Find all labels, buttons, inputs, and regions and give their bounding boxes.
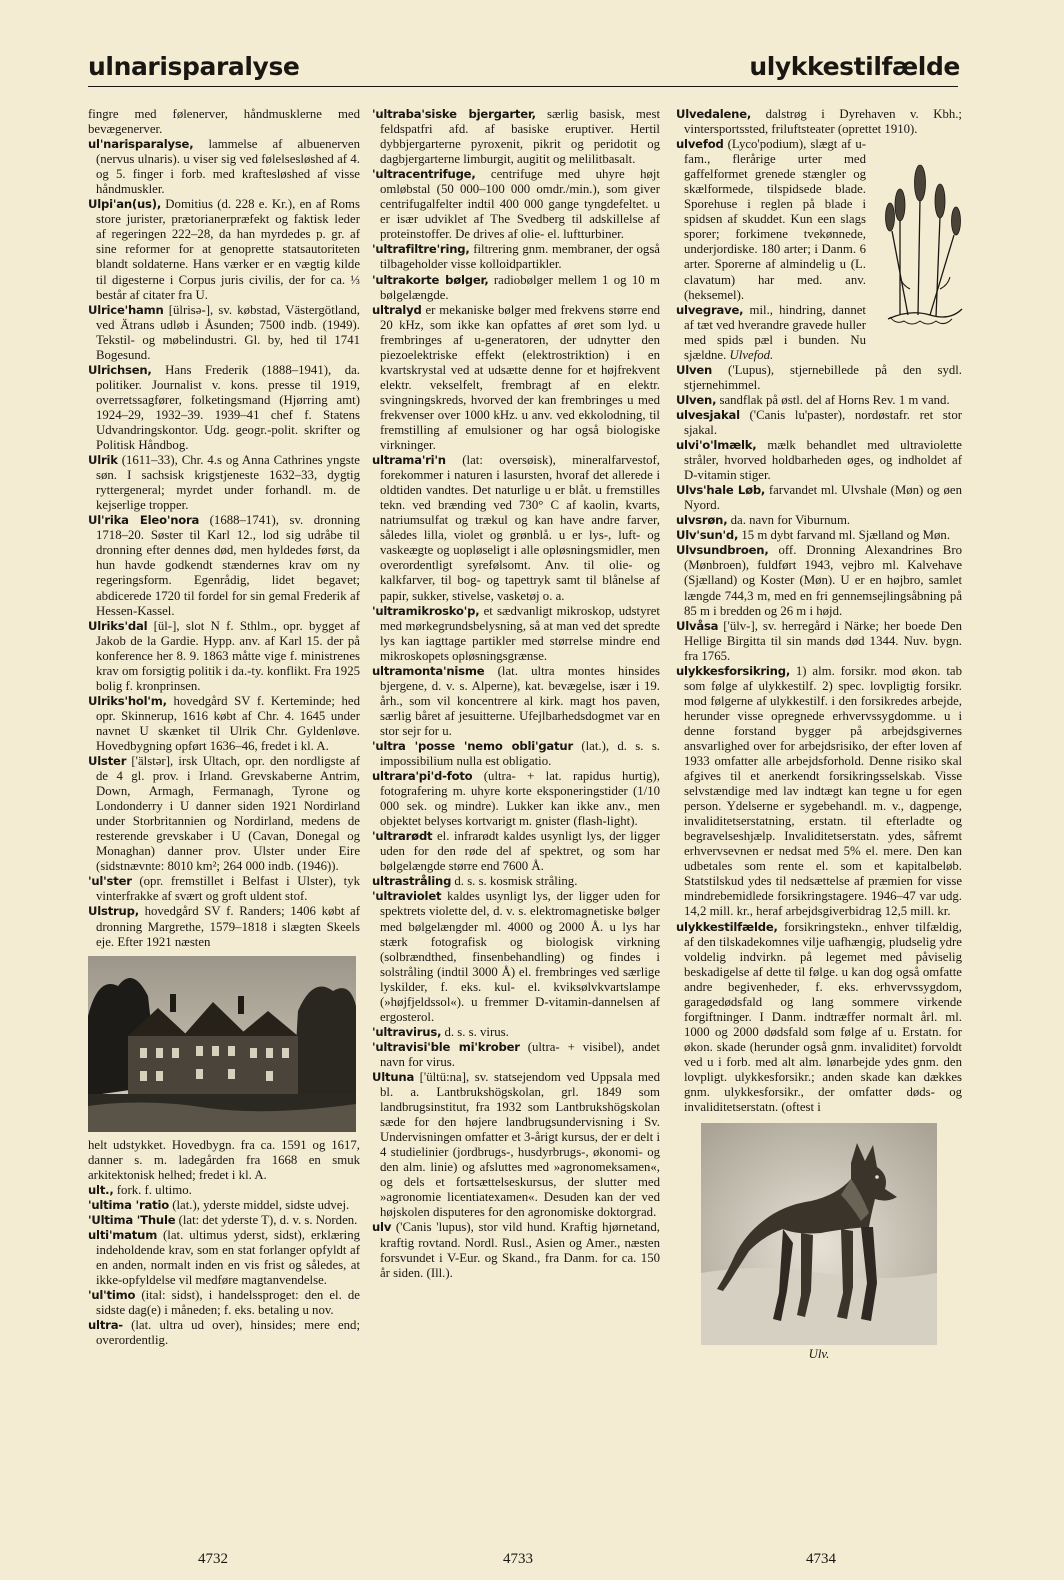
page-number-3: 4734 (806, 1551, 836, 1567)
column-1 (88, 107, 360, 1348)
entry-ultramarin (372, 453, 660, 603)
headword: ulti'matum (88, 1227, 158, 1242)
headword: ultrara'pi'd-foto (372, 769, 473, 784)
ulvefod-caption: Ulvefod. (729, 347, 774, 362)
wolf-photo (701, 1123, 937, 1345)
entry-ultraroedt (372, 829, 660, 874)
headword: Ulstrup, (88, 904, 139, 919)
definition: 1) alm. forsikr. mod økon. tab som følge af ulykkestilf. 2) spec. lovpligtig forsikr. mod følgerne af ulykkestilf. i den forsikredes arbejde, herunder visse opregnede erhvervssygdomme. u i denne forstand bygger på arbejdsgivernes ansvarlighed over for arbejdsrisiko, der efter loven af 1933 omfatter alle arbejdsforhold. Denne risiko skal afgives til et anerkendt forsikringsselskab. Visse selvstændige med lav indtægt kan tegne u for egen person. Ydelserne er sygebehandl. m. v., dagpenge, invaliditetserstatning, erstatn. til efterladte og begravelseshjælp. Invaliditetserstatn. ydes, såfremt erhvervsevnen er nedsat med 5% el. mere. Den kan udbetales som rente el. som et kapitalbeløb. Statstilskud ydes til nedsættelse af præmien for visse mindrebemidlede forsikringstagere. 1946–47 var udg. 14,2 mill. kr., heraf arbejdsgiverbidrag 12,5 mill. kr. (684, 663, 962, 919)
definition: da. navn for Viburnum. (727, 513, 851, 528)
headword: Ulven (676, 362, 713, 377)
definition: 15 m dybt farvand ml. Sjælland og Møn. (738, 528, 951, 543)
headword: 'ul'timo (88, 1288, 136, 1303)
definition: mil., hindring, dannet af tæt ved hverandre gravede huller med spids pæl i bunden. Nu sjældne. (684, 302, 866, 362)
column-2 (372, 107, 660, 1281)
headword: Ulv'sun'd, (676, 528, 739, 543)
entry-ultravisible-mikrober (372, 1040, 660, 1070)
definition: (ital: sidst), i handelssproget: den el. de sidste dag(e) i måneden; f. eks. betaling u nov. (96, 1288, 360, 1318)
definition: (lat: oversøisk), mineralfarvestof, forekommer i naturen i lasursten, hvoraf det allerede i oldtiden vandtes. Det naturlige u er blåt. u fremstilles tekn. ved brænding ved 730° C af kaolin, kvarts, natriumsulfat og trækul og kan have andre farver, således lilla, violet og grønblå. u er lys-, luft- og vaskeægte og uopløseligt i alle opløsningsmidler, men overordentligt syrefølsomt. Anv. til olie- og kalkfarver, til bog- og tapettryk samt til blånelse af papir, sukker, stivelse, vasketøj o. a. (380, 453, 660, 603)
definition: dalstrøg i Dyrehaven v. Kbh.; vintersportssted, friluftsteater (oprettet 1910). (684, 107, 962, 137)
entry-ulvaasa (676, 619, 962, 664)
headword: ultrama'ri'n (372, 453, 446, 468)
entry-ultrabasiske-bjergarter (372, 107, 660, 167)
ulstrup-manor-photo (88, 956, 356, 1132)
headword: Ulvs'hale Løb, (676, 483, 766, 498)
headword: 'ultramikrosko'p, (372, 603, 480, 618)
entry-ultraviolet (372, 889, 660, 1024)
entry-ulv (372, 1220, 660, 1280)
definition: (lat: det yderste T), d. v. s. Norden. (175, 1212, 358, 1227)
headword: ultramonta'nisme (372, 663, 485, 678)
headword: 'ultima 'ratio (88, 1197, 170, 1212)
definition: (lat. ultra ud over), hinsides; mere end; overordentlig. (96, 1318, 360, 1348)
entry-ultramontanisme (372, 664, 660, 739)
entry-ulven-constellation (676, 363, 962, 393)
entry-ulriksdal (88, 619, 360, 694)
entry-continuation: fingre med følenerver, håndmusklerne med bevægenerver. (88, 107, 360, 137)
definition: farvandet ml. Ulvshale (Møn) og øen Nyord. (684, 483, 962, 513)
entry-ulykkesforsikring (676, 664, 962, 920)
headword: 'ul'ster (88, 874, 132, 889)
ulvefod-plant-figure (870, 139, 966, 339)
definition: (lat.), d. s. s. impossibilium nulla est obligatio. (380, 738, 661, 769)
headword: 'ultra 'posse 'nemo obli'gatur (372, 738, 573, 753)
definition: radiobølger mellem 1 og 10 m bølgelængde. (380, 272, 660, 302)
definition: er mekaniske bølger med frekvens større end 20 kHz, som ikke kan opfattes af øret som lyd. u frembringes af u-generatoren, der udnytter den piezoelektriske effekt (elektrostriktion) i en kvartskrystal ved at udsætte denne for et højfrekvent elektr. vekselfelt, frembragt af en elektr. svingningskreds, hvorved der kan frembringes u med frekvenser over 1000 kHz. u anv. ved ekkolodning, til fremstilling af emulsioner og har også biologiske virkninger. (380, 302, 660, 453)
headword: Ulriks'dal (88, 618, 148, 633)
entry-ultralyd (372, 303, 660, 453)
entry-ulrika-eleonora (88, 513, 360, 618)
headword: ulvesjakal (676, 407, 740, 422)
definition: ['ülv-], sv. herregård i Närke; her boede Den Hellige Birgitta til sin mands død 1344. Nuv. bygn. fra 1765. (684, 618, 962, 663)
definition: (ultra- + visibel), andet navn for virus. (380, 1039, 660, 1069)
definition: (ultra- + lat. rapidus hurtig), fotografering m. uhyre korte eksponeringstider (1/10 000 sek. og mindre). Lukker kan ikke anv., men objektet belyses kortvarigt m. gnister (flash-light). (380, 769, 660, 829)
definition: lammelse af albuenerven (nervus ulnaris). u viser sig ved følelsesløshed af 4. og 5. finger i forb. med kraftesløshed af visse håndmuskler. (96, 137, 360, 197)
headword: ulv (372, 1220, 392, 1235)
definition: mælk behandlet med ultraviolette stråler, hvorved holdbarheden øges, og indholdet af D-vitamin stiger. (684, 438, 962, 483)
entry-ulvsundbroen (676, 543, 962, 618)
entry-ulvsroen (676, 513, 962, 528)
headword: Ulven, (676, 392, 717, 407)
entry-ulvsund (676, 528, 962, 543)
entry-ultra-posse (372, 739, 660, 769)
headword: Ul'rika Eleo'nora (88, 513, 200, 528)
headword: Ulpi'an(us), (88, 197, 162, 212)
headword: ulvsrøn, (676, 513, 728, 528)
definition: et sædvanligt mikroskop, udstyret med mørkegrundsbelysning, så at man ved det spredte lys kan iagttage partikler med størrelse mindre end mikroskopets opløsningsgrænse. (380, 603, 660, 663)
definition: d. s. s. kosmisk stråling. (451, 874, 578, 889)
definition: ['älstər], irsk Ultach, opr. den nordligste af de 4 gl. prov. i Irland. Grevskaberne Antrim, Down, Armagh, Fermanagh, Tyrone og Londonderry i U danner siden 1921 Nordirland under Storbritannien og Nordirland, medens de resterende grevskaber i U (Cavan, Donegal og Monaghan) danner prov. Ulster under Eire (sidstnævnte: 8010 km²; 264 000 indb. (1946)). (96, 754, 360, 874)
entry-ulvesjakal (676, 408, 962, 438)
headword: ultralyd (372, 302, 422, 317)
definition: centrifuge med uhyre højt omløbstal (50 000–100 000 omdr./min.), som giver centrifugalfelter indtil 400 000 gange tyngdefeltet. u er især udviklet af The Svedberg til adskillelse af proteinstoffer. De drives af olie- el. luftturbiner. (380, 167, 660, 242)
column-3 (676, 107, 962, 1362)
entry-ultuna (372, 1070, 660, 1220)
definition: ('Lupus), stjernebillede på den sydl. stjernehimmel. (684, 362, 962, 392)
headword: 'ultrafiltre'ring, (372, 242, 470, 257)
clubmoss-illustration (870, 139, 966, 339)
definition: (lat. ultimus yderst, sidst), erklæring indeholdende krav, som en stat forlanger opfyldt af en anden, normalt inden en vis frist og således, at ikke-opfyldelse vil medføre magtanvendelse. (96, 1227, 360, 1288)
headword: Ulrichsen, (88, 362, 152, 377)
entry-ulricehamn (88, 303, 360, 363)
entry-ultracentrifuge (372, 167, 660, 242)
entry-ulviolmaelk (676, 438, 962, 483)
entry-ultrafiltrering (372, 242, 660, 272)
page-number-1: 4732 (198, 1551, 228, 1567)
headword: ulvi'o'lmælk, (676, 438, 757, 453)
definition: (opr. fremstillet i Belfast i Ulster), tyk vinterfrakke af svært og groft uldent stof. (96, 874, 360, 904)
definition: Domitius (d. 228 e. Kr.), en af Roms store jurister, prætorianerpræfekt og faktisk leder af regeringen 222–28, da han myrdedes p. gr. af sine reformer for at genoprette statsautoriteten blandt soldaterne. Hans værker er en vægtig kilde til digesterne i Corpus juris civilis, der for ca. ⅓ består af citater fra U. (96, 197, 360, 302)
headword: ul'narisparalyse, (88, 137, 194, 152)
header-rule (88, 86, 958, 87)
headword: 'ultravirus, (372, 1024, 442, 1039)
headword: ultrastråling (372, 874, 452, 889)
headword: Ultuna (372, 1070, 415, 1084)
definition: forsikringstekn., enhver tilfældig, af den tilskadekomnes vilje uafhængig, pludselig ydre voldelig indvirkn. på legemet med påviselig beskadigelse af dette til følge. u kan dog også omfatte andre begivenheder, f. eks. erhvervssygdom, garagedødsfald og lang sommere virkende forgiftninger. I Danm. indtræffer normalt årl. ml. 1000 og 2000 dødsfald som følge af u. Erstatn. for økon. skade (herunder også gnm. invaliditet) forvoldt ved u i forb. med alt alm. lønarbejde ydes gnm. den lovpligt. ulykkesforsikr.; anden skade kan dækkes gnm. ulykkesforsikr., der omfatter døds- og invaliditetserstatn. (oftest i (684, 919, 962, 1115)
manor-house-illustration (88, 956, 356, 1132)
wolf-illustration (701, 1123, 937, 1345)
definition: Hans Frederik (1888–1941), da. politiker. Journalist v. kons. presse til 1919, overretssagfører, folketingsmand (Hjørring amt) 1924–29, 1932–39. 1939–41 chef f. Statens Udvandringskontor. Udg. geogr.-polit. skrifter og Politisk Håndbog. (96, 362, 360, 453)
entry-ulvshale-loeb (676, 483, 962, 513)
definition: sandflak på østl. del af Horns Rev. 1 m vand. (716, 392, 950, 407)
definition: ('Canis 'lupus), stor vild hund. Kraftig hjørnetand, kraftig rovtand. Nordl. Rusl., Asien og Amer., næsten forsvundet i V-Eur. og Skand., fra Danm. for ca. 150 år siden. (Ill.). (380, 1220, 660, 1280)
definition: (1688–1741), sv. dronning 1718–20. Søster til Karl 12., lod sig udråbe til dronning efter dennes død, men hyldedes først, da hun havde godkendt stændernes krav om ny regeringsform. Egenrådig, lidet begavet; abdicerede 1720 til fordel for sin gemal Frederik af Hessen-Kassel. (96, 513, 360, 618)
headword: Ulriks'hol'm, (88, 693, 167, 708)
headword: 'ultraba'siske bjergarter, (372, 107, 536, 121)
entry-ultimatum (88, 1228, 360, 1288)
entry-ulvedalene (676, 107, 962, 137)
entry-ulster (88, 754, 360, 874)
definition: hovedgård SV f. Kerteminde; hed opr. Skinnerup, 1616 købt af Chr. 4. 1645 under navnet U skænket til Ulrik Chr. Gyldenløve. Hovedbygning opført 1636–46, fredet i kl. A. (96, 693, 360, 753)
headword: ult., (88, 1182, 114, 1197)
headword: Ulrik (88, 453, 118, 468)
entry-ultravirus (372, 1025, 660, 1040)
entry-ulrik (88, 453, 360, 513)
entry-ultrastraaling (372, 874, 660, 889)
entry-ulster-coat (88, 874, 360, 904)
definition: ('Canis lu'paster), nordøstafr. ret stor sjakal. (684, 407, 962, 437)
entry-ultima-ratio (88, 1198, 360, 1213)
entry-ulstrup (88, 904, 360, 949)
page-number-2: 4733 (503, 1551, 533, 1567)
headword: Ulvåsa (676, 618, 719, 633)
headword: 'ultraviolet (372, 889, 442, 904)
definition: (lat.), yderste middel, sidste udvej. (169, 1197, 350, 1212)
entry-ulrichsen (88, 363, 360, 453)
headword: ultra- (88, 1318, 123, 1333)
entry-ulriksholm (88, 694, 360, 754)
definition: fork. f. ultimo. (113, 1182, 192, 1197)
definition: hovedgård SV f. Randers; 1406 købt af dronning Margrethe, 1579–1818 i slægten Skeels eje. Efter 1921 næsten (96, 904, 360, 949)
definition: el. infrarødt kaldes usynligt lys, der ligger uden for den røde del af spektret, og som har bølgelængde større end 7600 Å. (380, 829, 660, 874)
entry-ultimo (88, 1288, 360, 1318)
definition: ['ültü:na], sv. statsejendom ved Uppsala med bl. a. Lantbrukshögskolan, grl. 1849 som landbrugsinstitut, fra 1932 som Lantbrukshögskolan sæde for den højere landbrugsundervisning i Sv. Undervisningen omfatter et 3-årigt kursus, der er delt i 4 studielinier (jordbrugs-, husdyrbrugs-, økonomi- og den alm. linie) og afsluttes med »agronomeksamen«, og dels et fortsættelseskursus, der slutter med »agronomie licentiatexamen«. Desuden kan der ved højskolen disputeres for den agronomiske doktorgrad. (380, 1070, 660, 1220)
header-left-guideword: ulnarisparalyse (88, 52, 300, 81)
headword: ulykkesforsikring, (676, 663, 791, 678)
entry-ulven-sandbank (676, 393, 962, 408)
entry-ultra (88, 1318, 360, 1348)
wolf-caption: Ulv. (808, 1347, 830, 1362)
definition: [ül-], slot N f. Sthlm., opr. bygget af Jakob de la Gardie. Hypp. anv. af Karl 15. der på konference her 8. 9. 1863 måtte vige f. ministrenes krav om forsigtig politik i da.-ty. konflikt. Fra 1925 bolig f. kronprinsen. (96, 618, 360, 693)
headword: ulvegrave, (676, 302, 744, 317)
definition: særlig basisk, mest feldspatfri afd. af basiske eruptiver. Hertil dybbjergarterne pyroxenit, pikrit og peridotit og dagbjergarterne limburgit, augitit og melilitbasalt. (380, 107, 660, 167)
entry-ultima-thule (88, 1213, 360, 1228)
headword: 'ultrakorte bølger, (372, 272, 489, 287)
entry-ulstrup-continued: helt udstykket. Hovedbygn. fra ca. 1591 og 1617, danner s. m. ladegården fra 1668 en smuk arkitektonisk helhed; fredet i kl. A. (88, 1137, 360, 1182)
entry-ultrarapid-foto (372, 769, 660, 829)
headword: Ulrice'hamn (88, 302, 164, 317)
definition: kaldes usynligt lys, der ligger uden for spektrets violette del, d. v. s. elektromagnetiske bølger med bølgelængder ml. 4000 og 2000 Å. u lys har stærk fotografisk og biologisk virkning (solbrændthed, finsenbehandling) og findes i solstråling (indtil 3000 Å) el. frembringes ved særlige lyskilder, f. eks. kul- el. kviksølvkvartslampe (»højfjeldssol«). u fremmer D-vitamin-dannelsen af ergosterol. (380, 889, 660, 1024)
headword: 'ultrarødt (372, 829, 433, 844)
definition: d. s. s. virus. (441, 1024, 509, 1039)
headword: Ulster (88, 754, 127, 769)
headword: 'ultravisi'ble mi'krober (372, 1039, 520, 1054)
entry-ultramikroskop (372, 604, 660, 664)
entry-ultrakorte-boelger (372, 273, 660, 303)
entry-ulpianus (88, 197, 360, 302)
definition: (1611–33), Chr. 4.s og Anna Cathrines yngste søn. I sachsisk krigstjeneste 1632–33, dygtig ryttergeneral; myrdet under forhandl. m. de kejserlige tropper. (96, 453, 360, 513)
definition: (lat. ultra montes hinsides bjergene, d. v. s. Alperne), kat. bevægelse, især i 19. årh., som vil koncentrere al kirk. magt hos paven, særlig båret af jesuitterne. Ufejlbarhedsdogmet var en stor sejr for u. (380, 663, 660, 738)
headword: 'ultracentrifuge, (372, 167, 476, 182)
entry-ulykkestilfaelde (676, 920, 962, 1116)
headword: Ulvsundbroen, (676, 543, 769, 558)
entry-ult (88, 1183, 360, 1198)
definition: [ülrisə-], sv. købstad, Västergötland, ved Ätrans udløb i Åsunden; 7500 indb. (1949). Tekstil- og møbelindustri. Gl. by, hed til 1741 Bogesund. (96, 302, 360, 362)
header-right-guideword: ulykkestilfælde (749, 52, 960, 81)
headword: Ulvedalene, (676, 107, 752, 121)
entry-ulnarisparalyse (88, 137, 360, 197)
headword: 'Ultima 'Thule (88, 1212, 176, 1227)
definition: (Lyco'podium), slægt af u-fam., flerårige urter med gaffelformet grenede stængler og skælformede, tilspidsede blade. Sporehuse i reglen på blade i spidsen af skuddet. Kun een slags sporer; forkimene tvekønnede, underjordiske. 180 arter; i Danm. 6 arter. Sporerne af almindelig u (L. clavatum) har med. anv. (heksemel). (684, 137, 866, 302)
headword: ulykkestilfælde, (676, 919, 778, 934)
definition: off. Dronning Alexandrines Bro (Mønbroen), fuldført 1943, vejbro ml. Kalvehave (Sjælland) og Koster (Møn). U er en højbro, samlet længde 744,3 m, med en fri gennemsejlingsåbning på 85 m i bredden og 26 m i højd. (684, 543, 962, 618)
definition: filtrering gnm. membraner, der også tilbageholder visse kolloidpartikler. (380, 242, 660, 272)
headword: ulvefod (676, 137, 724, 152)
